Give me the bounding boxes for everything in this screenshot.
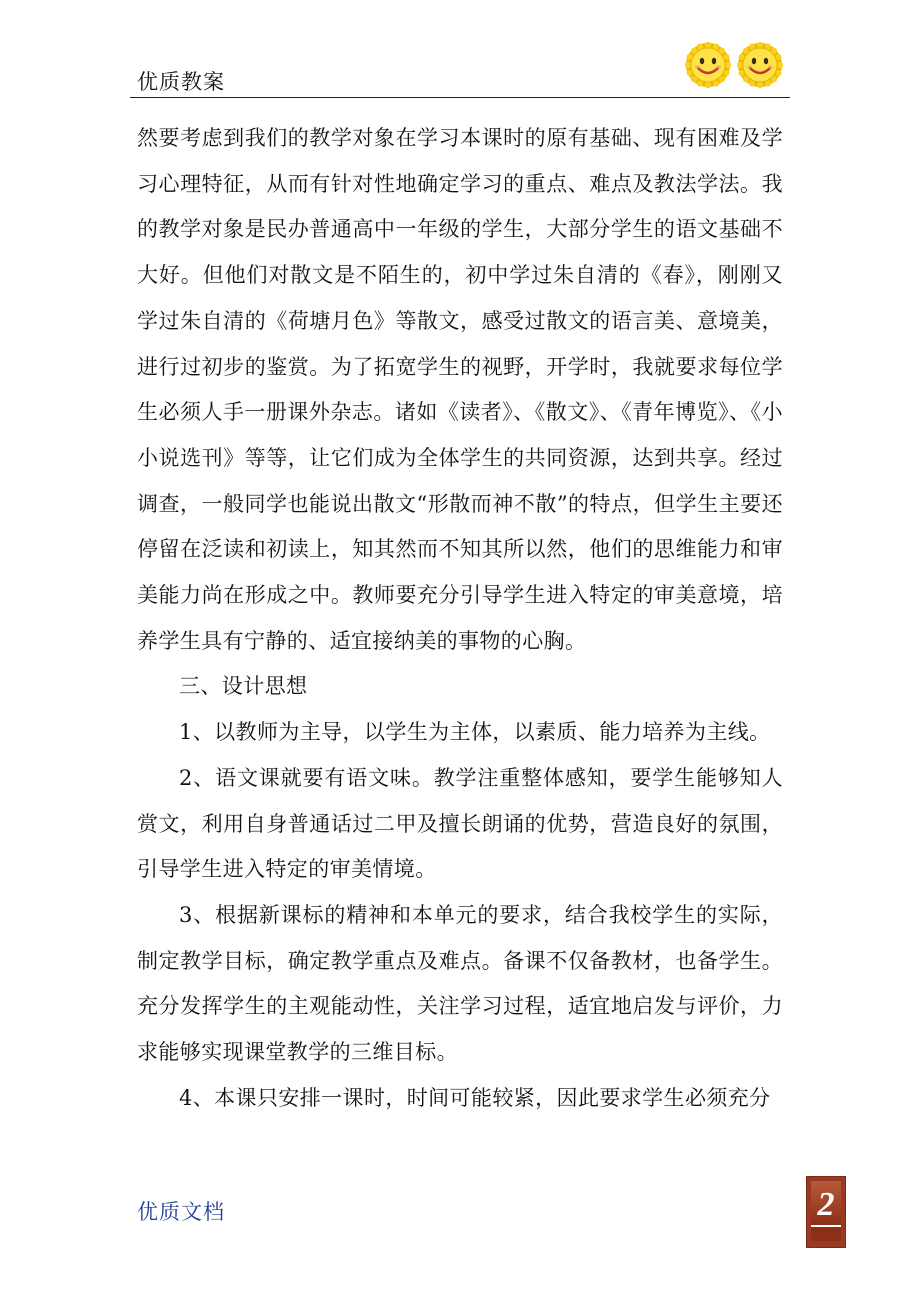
paragraph-item-4: 4、本课只安排一课时，时间可能较紧，因此要求学生必须充分 <box>179 1085 771 1110</box>
document-body <box>137 116 783 1121</box>
page-number: 2 <box>817 1186 835 1223</box>
page-number-badge <box>806 1176 846 1248</box>
page-badge-bar <box>811 1225 841 1241</box>
smiley-face-icon <box>737 42 783 88</box>
smiley-face-icon <box>685 42 731 88</box>
section-heading-design-ideas: 三、设计思想 <box>179 674 308 699</box>
header-divider <box>130 97 790 98</box>
paragraph-item-2: 2、语文课就要有语文味。教学注重整体感知，要学生能够知人赏文，利用自身普通话过二甲及擅长朗诵的优势，营造良好的氛围，引导学生进入特定的审美情境。 <box>137 765 783 882</box>
header-title: 优质教案 <box>137 70 225 94</box>
paragraph-continued: 然要考虑到我们的教学对象在学习本课时的原有基础、现有困难及学习心理特征，从而有针对性地确定学习的重点、难点及教法学法。我的教学对象是民办普通高中一年级的学生，大部分学生的语文基础不大好。但他们对散文是不陌生的，初中学过朱自清的《春》，刚刚又学过朱自清的《荷塘月色》等散文，感受过散文的语言美、意境美，进行过初步的鉴赏。为了拓宽学生的视野，开学时，我就要求每位学生必须人手一册课外杂志。诸如《读者》、《散文》、《青年博览》、《小小说选刊》等等，让它们成为全体学生的共同资源，达到共享。经过调查，一般同学也能说出散文“形散而神不散”的特点，但学生主要还停留在泛读和初读上，知其然而不知其所以然，他们的思维能力和审美能力尚在形成之中。教师要充分引导学生进入特定的审美意境，培养学生具有宁静的、适宜接纳美的事物的心胸。 <box>137 126 783 653</box>
paragraph-item-3: 3、根据新课标的精神和本单元的要求，结合我校学生的实际，制定教学目标，确定教学重点及难点。备课不仅备教材，也备学生。充分发挥学生的主观能动性，关注学习过程，适宜地启发与评价，力求能够实现课堂教学的三维目标。 <box>137 902 783 1065</box>
footer-title: 优质文档 <box>137 1200 225 1224</box>
paragraph-item-1: 1、以教师为主导，以学生为主体，以素质、能力培养为主线。 <box>179 720 771 745</box>
